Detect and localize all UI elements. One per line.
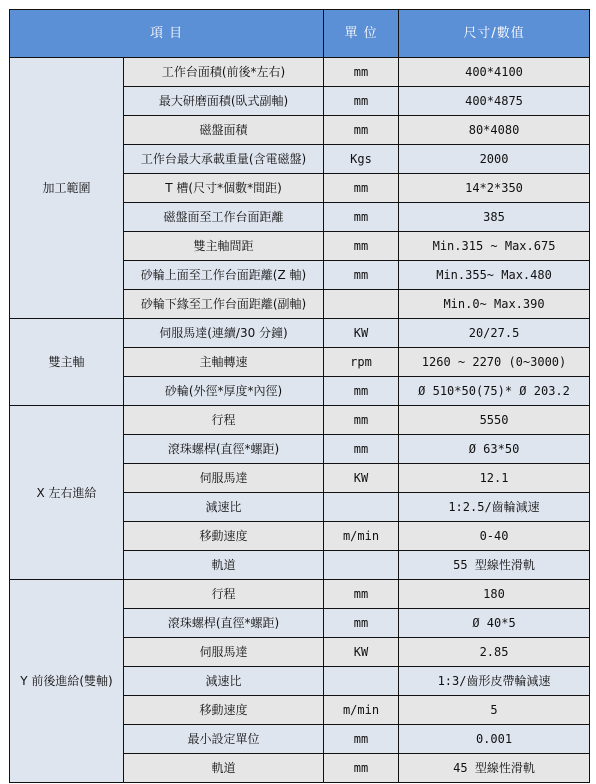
row-label: 伺服馬達	[124, 638, 324, 667]
header-row	[10, 10, 590, 58]
row-unit	[324, 290, 399, 319]
row-unit: mm	[324, 754, 399, 783]
row-label: 砂輪下緣至工作台面距離(副軸)	[124, 290, 324, 319]
row-unit: mm	[324, 87, 399, 116]
row-label: 雙主軸間距	[124, 232, 324, 261]
row-unit: mm	[324, 435, 399, 464]
row-label: 工作台面積(前後*左右)	[124, 58, 324, 87]
row-value: 1:2.5/齒輪減速	[399, 493, 590, 522]
group-label: X 左右進給	[10, 406, 124, 580]
table-row	[10, 58, 590, 87]
row-value: 2.85	[399, 638, 590, 667]
table-row	[10, 406, 590, 435]
row-value: 400*4875	[399, 87, 590, 116]
row-label: 軌道	[124, 551, 324, 580]
table-row	[10, 580, 590, 609]
row-unit: mm	[324, 58, 399, 87]
spec-body	[10, 58, 590, 783]
header-item: 項 目	[10, 10, 324, 58]
row-unit: Kgs	[324, 145, 399, 174]
row-value: 1:3/齒形皮帶輪減速	[399, 667, 590, 696]
row-label: 磁盤面積	[124, 116, 324, 145]
row-value: Min.315 ~ Max.675	[399, 232, 590, 261]
row-unit: mm	[324, 725, 399, 754]
table-row	[10, 319, 590, 348]
row-label: 行程	[124, 406, 324, 435]
row-label: 砂輪(外徑*厚度*內徑)	[124, 377, 324, 406]
row-value: 5	[399, 696, 590, 725]
row-unit: mm	[324, 116, 399, 145]
row-value: 80*4080	[399, 116, 590, 145]
row-unit: mm	[324, 406, 399, 435]
row-value: 400*4100	[399, 58, 590, 87]
row-unit: mm	[324, 580, 399, 609]
row-value: 385	[399, 203, 590, 232]
row-label: 砂輪上面至工作台面距離(Z 軸)	[124, 261, 324, 290]
row-label: 減速比	[124, 493, 324, 522]
row-unit: KW	[324, 638, 399, 667]
row-unit: KW	[324, 319, 399, 348]
row-value: Min.0~ Max.390	[399, 290, 590, 319]
row-value: 180	[399, 580, 590, 609]
row-unit: m/min	[324, 522, 399, 551]
row-unit	[324, 667, 399, 696]
row-unit: m/min	[324, 696, 399, 725]
row-label: 伺服馬達(連續/30 分鐘)	[124, 319, 324, 348]
row-value: 2000	[399, 145, 590, 174]
row-label: 滾珠螺桿(直徑*螺距)	[124, 609, 324, 638]
row-label: 軌道	[124, 754, 324, 783]
row-value: 55 型線性滑軌	[399, 551, 590, 580]
row-value: 14*2*350	[399, 174, 590, 203]
spec-table	[9, 9, 590, 783]
group-label: Y 前後進給(雙軸)	[10, 580, 124, 783]
group-label: 雙主軸	[10, 319, 124, 406]
row-label: 主軸轉速	[124, 348, 324, 377]
row-label: 磁盤面至工作台面距離	[124, 203, 324, 232]
row-value: 0-40	[399, 522, 590, 551]
row-value: Ø 40*5	[399, 609, 590, 638]
row-value: 12.1	[399, 464, 590, 493]
row-unit	[324, 493, 399, 522]
row-label: 行程	[124, 580, 324, 609]
row-label: 伺服馬達	[124, 464, 324, 493]
row-unit	[324, 551, 399, 580]
row-unit: mm	[324, 377, 399, 406]
header-unit: 單 位	[324, 10, 399, 58]
row-label: 減速比	[124, 667, 324, 696]
row-label: T 槽(尺寸*個數*間距)	[124, 174, 324, 203]
row-label: 滾珠螺桿(直徑*螺距)	[124, 435, 324, 464]
row-label: 移動速度	[124, 522, 324, 551]
row-value: Min.355~ Max.480	[399, 261, 590, 290]
row-unit: rpm	[324, 348, 399, 377]
row-unit: mm	[324, 203, 399, 232]
row-value: 1260 ~ 2270 (0~3000)	[399, 348, 590, 377]
row-label: 最大研磨面積(臥式副軸)	[124, 87, 324, 116]
row-unit: KW	[324, 464, 399, 493]
header-value: 尺寸/數值	[399, 10, 590, 58]
row-label: 最小設定單位	[124, 725, 324, 754]
row-label: 移動速度	[124, 696, 324, 725]
row-value: 45 型線性滑軌	[399, 754, 590, 783]
row-value: Ø 63*50	[399, 435, 590, 464]
row-unit: mm	[324, 232, 399, 261]
row-unit: mm	[324, 261, 399, 290]
row-value: 0.001	[399, 725, 590, 754]
row-unit: mm	[324, 609, 399, 638]
row-value: 20/27.5	[399, 319, 590, 348]
row-value: Ø 510*50(75)* Ø 203.2	[399, 377, 590, 406]
row-value: 5550	[399, 406, 590, 435]
row-label: 工作台最大承載重量(含電磁盤)	[124, 145, 324, 174]
row-unit: mm	[324, 174, 399, 203]
group-label: 加工範圍	[10, 58, 124, 319]
